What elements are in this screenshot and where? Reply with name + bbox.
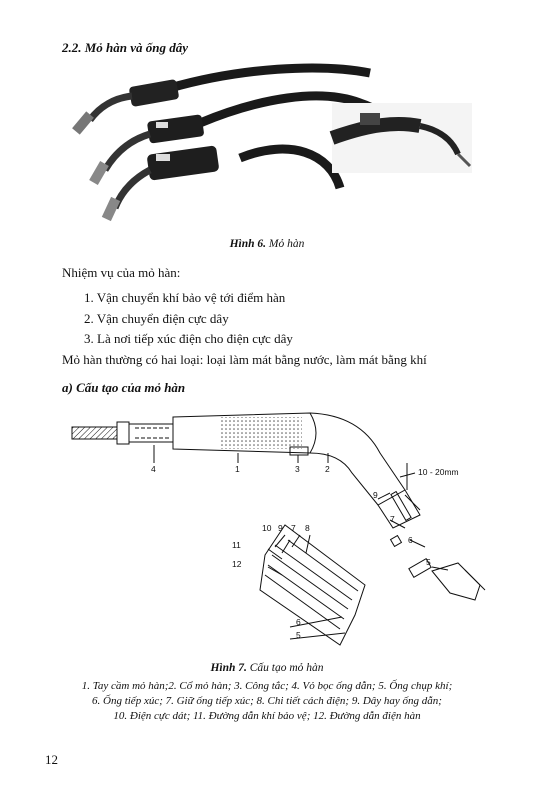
- figure-6-caption-text: Mỏ hàn: [268, 238, 305, 250]
- legend-line: 10. Điện cực dát; 11. Đường dẫn khí bảo vệ; 12. Đường dẫn điện hàn: [113, 710, 421, 722]
- callout-2: 2: [325, 464, 330, 474]
- callout-9-section: 9: [278, 523, 283, 533]
- figure-6-label: Hình 6.: [229, 238, 267, 250]
- torch-photo-3: [102, 145, 340, 221]
- callout-7-section: 7: [291, 523, 296, 533]
- legend-line: 6. Ống tiếp xúc; 7. Giữ ống tiếp xúc; 8. Chi tiết cách điện; 9. Dây hay ống dẫn;: [92, 695, 442, 707]
- figure-7-caption-text: Cấu tạo mỏ hàn: [249, 662, 324, 674]
- figure-7-label: Hình 7.: [210, 662, 247, 674]
- callout-5: 5: [426, 557, 431, 567]
- section-title: 2.2. Mỏ hàn và ống dây: [62, 40, 189, 55]
- list-item: 1. Vận chuyển khí bảo vệ tới điểm hàn: [84, 290, 286, 305]
- callout-7: 7: [390, 514, 395, 524]
- welding-torch-photo: [60, 58, 480, 228]
- callout-8: 8: [305, 523, 310, 533]
- dimension-label: 10 - 20mm: [418, 467, 459, 477]
- callout-3: 3: [295, 464, 300, 474]
- figure-7-caption: [0, 662, 534, 674]
- figure-6-caption: [0, 238, 534, 250]
- callout-5-section: 5: [296, 630, 301, 640]
- callout-12: 12: [232, 559, 242, 569]
- torch-closeup-photo: [332, 103, 472, 173]
- torch-types-text: Mỏ hàn thường có hai loại: loại làm mát bằng nước, làm mát bằng khí: [62, 352, 427, 367]
- callout-6-section: 6: [296, 617, 301, 627]
- callout-1: 1: [235, 464, 240, 474]
- list-item: 3. Là nơi tiếp xúc điện cho điện cực dây: [84, 331, 293, 346]
- callout-10: 10: [262, 523, 272, 533]
- page-number: 12: [45, 752, 58, 767]
- list-item: 2. Vận chuyển điện cực dây: [84, 310, 229, 326]
- figure-7-legend: [40, 679, 494, 724]
- callout-9: 9: [373, 490, 378, 500]
- callout-4: 4: [151, 464, 156, 474]
- callout-6: 6: [408, 535, 413, 545]
- callout-11: 11: [232, 540, 241, 550]
- subsection-title: a) Cấu tạo của mỏ hàn: [62, 380, 186, 395]
- legend-line: 1. Tay cầm mỏ hàn;2. Cổ mỏ hàn; 3. Công tắc; 4. Vỏ bọc ống dẫn; 5. Ống chụp khí;: [81, 680, 453, 692]
- tasks-list: [84, 288, 293, 350]
- torch-structure-diagram: [60, 395, 500, 660]
- tasks-intro: Nhiệm vụ của mỏ hàn:: [62, 265, 181, 280]
- torch-photo-1: [72, 68, 370, 135]
